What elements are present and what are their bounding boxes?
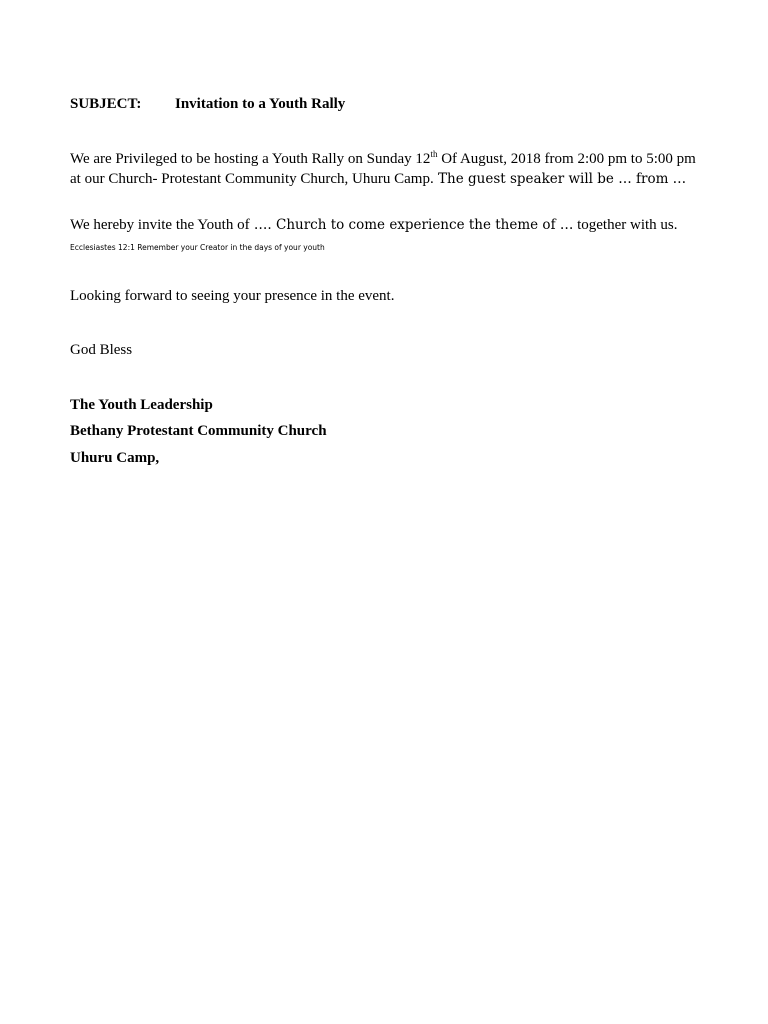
subject-text: Invitation to a Youth Rally (175, 96, 346, 112)
blessing-line: God Bless (70, 342, 133, 358)
invite-youth-paragraph (70, 215, 700, 235)
invite-text-middle: …. Church to come experience the theme of … (249, 217, 574, 233)
invite-text-end: together with us. (573, 217, 678, 233)
date-ordinal-suffix: th (430, 149, 438, 159)
guest-speaker-text: The guest speaker will be … from … (433, 171, 687, 187)
invite-text-start: We hereby invite the Youth of (70, 217, 250, 233)
closing-line: Looking forward to seeing your presence in the event. (70, 288, 395, 304)
subject-label: SUBJECT: (70, 96, 142, 112)
invitation-paragraph (70, 149, 700, 189)
invitation-text-middle: Of August, 2018 from 2:00 pm to 5:00 pm at our Church- Protestant Community Church, Uhuru Camp. (70, 151, 696, 187)
subject-line (70, 96, 345, 113)
signature-line-2: Bethany Protestant Community Church (70, 423, 327, 439)
invitation-text-start: We are Privileged to be hosting a Youth Rally on Sunday 12 (70, 151, 431, 167)
signature-line-1: The Youth Leadership (70, 397, 213, 413)
bible-verse: Ecclesiastes 12:1 Remember your Creator in the days of your youth (70, 243, 325, 252)
signature-line-3: Uhuru Camp, (70, 450, 160, 466)
